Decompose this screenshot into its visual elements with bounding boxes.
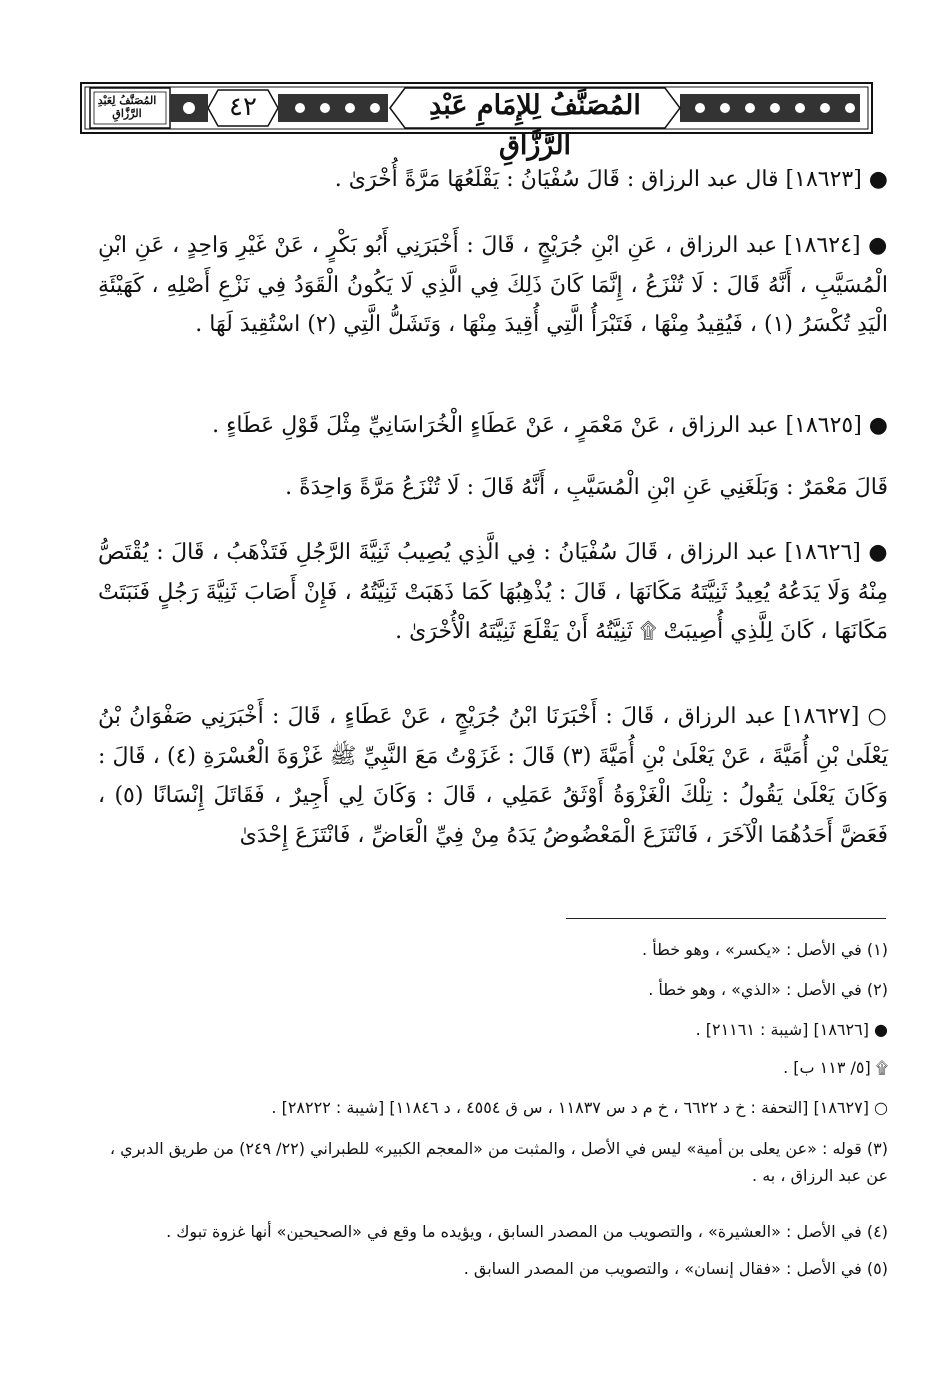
page-title: المُصَنَّفُ لِلإِمَامِ عَبْدِ الرَّزَّاقِ (429, 90, 641, 161)
takhrij-18627: ○ [١٨٦٢٧] [التحفة : خ د ٦٦٢٢ ، خ م د س ١١٨٣٧ ، س ق ٤٥٥٤ ، د ١١٨٤٦] [شيبة : ٢٨٢٢٢] . (271, 1098, 888, 1117)
footnote-2: (٢) في الأصل : «الذي» ، وهو خطأ . (648, 980, 888, 999)
hadith-18624: ● [١٨٦٢٤] عبد الرزاق ، عَنِ ابْنِ جُرَيْجٍ ، قَالَ : أَخْبَرَنِي أَبُو بَكْرٍ ، عَنْ غَيْرِ وَاحِدٍ ، عَنِ ابْنِ الْمُسَيَّبِ ، أَنَّهُ قَالَ : لَا تُنْزَعُ ، إِنَّمَا كَانَ ذَلِكَ فِي الَّذِي لَا يَكُونُ الْقَوَدُ فِي نَزْعِ أَصْلِهِ ، كَهَيْئَةِ الْيَدِ تُكْسَرُ (١) ، فَيُقِيدُ مِنْهَا ، فَتَبْرَأُ الَّتِي أُقِيدَ مِنْهَا ، وَتَشَلُّ الَّتِي (٢) اسْتُقِيدَ لَهَا . (98, 233, 888, 337)
page-number: ٤٢ (229, 92, 257, 122)
hadith-18625: ● [١٨٦٢٥] عبد الرزاق ، عَنْ مَعْمَرٍ ، عَنْ عَطَاءٍ الْخُرَاسَانِيِّ مِثْلَ قَوْلِ عَطَاءٍ . (212, 413, 888, 438)
footnote-1: (١) في الأصل : «يكسر» ، وهو خطأ . (642, 940, 888, 959)
footnote-5: (٥) في الأصل : «فقال إنسان» ، والتصويب من المصدر السابق . (463, 1259, 888, 1278)
manuscript-ref: ۩ [٥/ ١١٣ ب] . (783, 1058, 888, 1077)
takhrij-18626: ● [١٨٦٢٦] [شيبة : ٢١١٦١] . (695, 1020, 888, 1039)
header-logo: المُصَنَّفُ لِعَبْدِ الرَّزَّاقِ (97, 94, 157, 120)
footnote-4: (٤) في الأصل : «العشيرة» ، والتصويب من المصدر السابق ، ويؤيده ما وقع في «الصحيحين» أنها غزوة تبوك . (166, 1222, 888, 1241)
footnote-3: (٣) قوله : «عن يعلى بن أمية» ليس في الأصل ، والمثبت من «المعجم الكبير» للطبراني (٢٢/ ٢٤٩) من طريق الدبري ، عن عبد الرزاق ، به . (109, 1139, 888, 1185)
hadith-18627: ○ [١٨٦٢٧] عبد الرزاق ، قَالَ : أَخْبَرَنَا ابْنُ جُرَيْجٍ ، عَنْ عَطَاءٍ ، قَالَ : أَخْبَرَنِي صَفْوَانُ بْنُ يَعْلَىٰ بْنِ أُمَيَّةَ ، عَنْ يَعْلَىٰ بْنِ أُمَيَّةَ (٣) قَالَ : غَزَوْتُ مَعَ النَّبِيِّ ﷺ غَزْوَةَ الْعُسْرَةِ (٤) ، قَالَ : وَكَانَ يَعْلَىٰ يَقُولُ : تِلْكَ الْغَزْوَةُ أَوْثَقُ عَمَلِي ، قَالَ : وَكَانَ لِي أَجِيرٌ ، فَقَاتَلَ إِنْسَانًا (٥) ، فَعَضَّ أَحَدُهُمَا الْآخَرَ ، فَانْتَزَعَ الْمَعْضُوضُ يَدَهُ مِنْ فِيِّ الْعَاضِّ ، فَانْتَزَعَ إِحْدَىٰ (98, 704, 889, 848)
hadith-18625-continuation: قَالَ مَعْمَرٌ : وَبَلَغَنِي عَنِ ابْنِ الْمُسَيَّبِ ، أَنَّهُ قَالَ : لَا تُنْزَعُ مَرَّةً وَاحِدَةً . (285, 475, 888, 500)
hadith-18623: ● [١٨٦٢٣] قال عبد الرزاق : قَالَ سُفْيَانُ : يَقْلَعُهَا مَرَّةً أُخْرَىٰ . (334, 167, 888, 192)
page-header (80, 82, 873, 161)
hadith-18626: ● [١٨٦٢٦] عبد الرزاق ، قَالَ سُفْيَانُ : فِي الَّذِي يُصِيبُ ثَنِيَّةَ الرَّجُلِ فَتَذْهَبُ ، قَالَ : يُقْتَصُّ مِنْهُ وَلَا يَدَعُهُ يُعِيدُ ثَنِيَّتَهُ مَكَانَهَا ، قَالَ : يُذْهِبُهَا كَمَا ذَهَبَتْ ثَنِيَّتُهُ ، فَإِنْ أَصَابَ ثَنِيَّةَ رَجُلٍ فَنَبَتَتْ مَكَانَهَا ، كَانَ لِلَّذِي أُصِيبَتْ ۩ ثَنِيَّتُهُ أَنْ يَقْلَعَ ثَنِيَّتَهُ الْأُخْرَىٰ . (98, 540, 888, 644)
footnote-divider (566, 918, 886, 919)
